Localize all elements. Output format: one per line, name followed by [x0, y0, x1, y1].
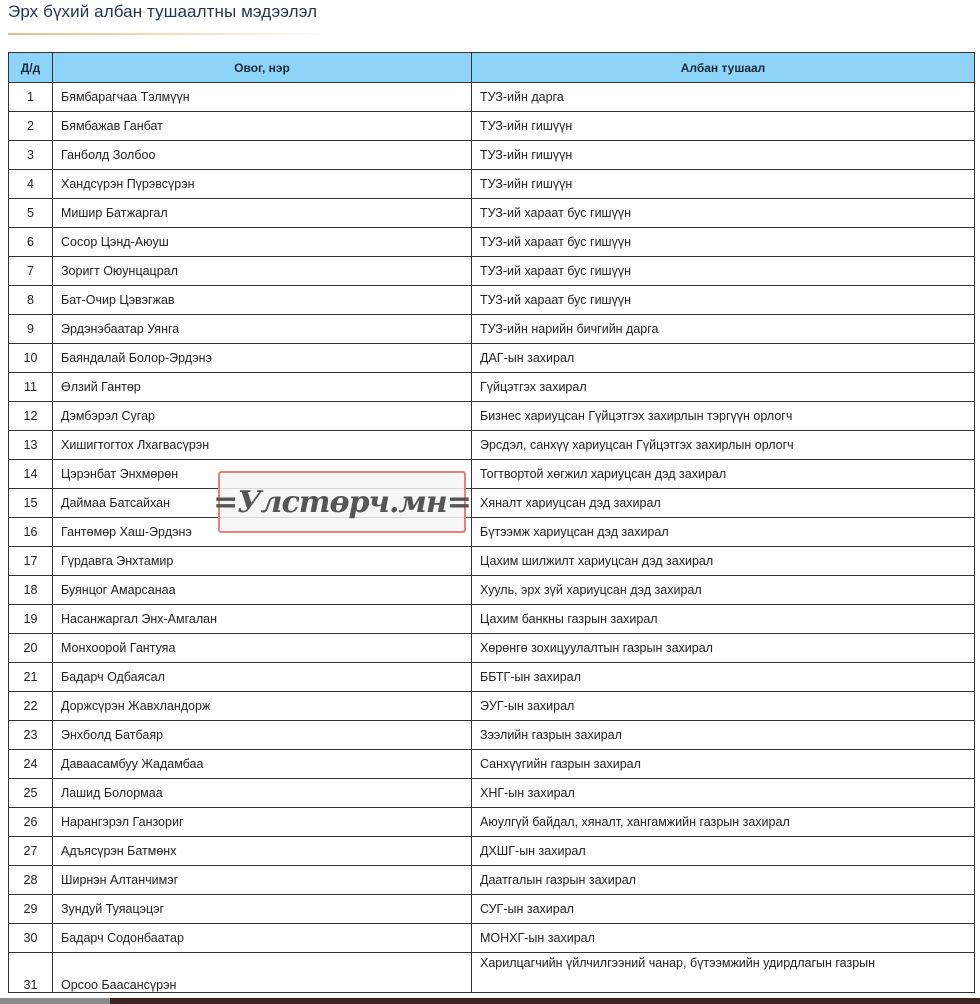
cell-name: Цэрэнбат Энхмөрөн: [53, 460, 472, 489]
cell-position: ДАГ-ын захирал: [472, 344, 975, 373]
cell-num: 10: [9, 344, 53, 373]
cell-name: Насанжаргал Энх-Амгалан: [53, 605, 472, 634]
table-row: [9, 431, 975, 460]
table-row: [9, 83, 975, 112]
cell-position: ТУЗ-ийн гишүүн: [472, 170, 975, 199]
cell-position: ХНГ-ын захирал: [472, 779, 975, 808]
cell-position: Бүтээмж хариуцсан дэд захирал: [472, 518, 975, 547]
watermark-logo: =Улстөрч.мн=: [218, 471, 466, 533]
cell-name: Зоригт Оюунцацрал: [53, 257, 472, 286]
cell-num: 23: [9, 721, 53, 750]
cell-num: 20: [9, 634, 53, 663]
cell-num: 28: [9, 866, 53, 895]
header-number: Д/д: [9, 53, 53, 83]
table-row: [9, 721, 975, 750]
cell-num: 30: [9, 924, 53, 953]
cell-num: 16: [9, 518, 53, 547]
cell-name: Адъясүрэн Батмөнх: [53, 837, 472, 866]
cell-position: Эрсдэл, санхүү хариуцсан Гүйцэтгэх захирлын орлогч: [472, 431, 975, 460]
table-row: [9, 663, 975, 692]
table-row: [9, 750, 975, 779]
cell-position: ДХШГ-ын захирал: [472, 837, 975, 866]
table-row: [9, 228, 975, 257]
cell-num: 15: [9, 489, 53, 518]
cell-name: Дэмбэрэл Сугар: [53, 402, 472, 431]
table-row: [9, 576, 975, 605]
cell-num: 18: [9, 576, 53, 605]
cell-name: Өлзий Гантөр: [53, 373, 472, 402]
cell-position: Бизнес хариуцсан Гүйцэтгэх захирлын тэргүүн орлогч: [472, 402, 975, 431]
table-row: [9, 605, 975, 634]
page-title: Эрх бүхий албан тушаалтны мэдээлэл: [8, 2, 318, 21]
cell-num: 8: [9, 286, 53, 315]
cell-num: 1: [9, 83, 53, 112]
table-row: [9, 373, 975, 402]
cell-name: Ганболд Золбоо: [53, 141, 472, 170]
cell-position: ТУЗ-ий хараат бус гишүүн: [472, 199, 975, 228]
cell-num: 13: [9, 431, 53, 460]
cell-name: Ширнэн Алтанчимэг: [53, 866, 472, 895]
cell-name: Бямбажав Ганбат: [53, 112, 472, 141]
cell-name: Бадарч Содонбаатар: [53, 924, 472, 953]
table-row: [9, 344, 975, 373]
cell-name: Хандсүрэн Пүрэвсүрэн: [53, 170, 472, 199]
cell-num: 12: [9, 402, 53, 431]
cell-num: 17: [9, 547, 53, 576]
cell-name: Эрдэнэбаатар Уянга: [53, 315, 472, 344]
cell-num: 9: [9, 315, 53, 344]
cell-position: ТУЗ-ий хараат бус гишүүн: [472, 228, 975, 257]
cell-position: Харилцагчийн үйлчилгээний чанар, бүтээмжийн удирдлагын газрын: [472, 953, 975, 993]
table-row: [9, 489, 975, 518]
cell-num: 5: [9, 199, 53, 228]
table-row: [9, 257, 975, 286]
cell-num: 11: [9, 373, 53, 402]
cell-num: 31: [9, 953, 53, 993]
cell-name: Бат-Очир Цэвэгжав: [53, 286, 472, 315]
table-row: [9, 547, 975, 576]
table-row: [9, 779, 975, 808]
cell-num: 27: [9, 837, 53, 866]
cell-name: Гүрдавга Энхтамир: [53, 547, 472, 576]
cell-num: 22: [9, 692, 53, 721]
cell-position: МОНХГ-ын захирал: [472, 924, 975, 953]
header-name: Овог, нэр: [53, 53, 472, 83]
cell-num: 4: [9, 170, 53, 199]
table-row: [9, 518, 975, 547]
cell-num: 29: [9, 895, 53, 924]
cell-num: 6: [9, 228, 53, 257]
cell-num: 25: [9, 779, 53, 808]
table-row: [9, 953, 975, 993]
cell-position: ТУЗ-ийн дарга: [472, 83, 975, 112]
cell-position: Гүйцэтгэх захирал: [472, 373, 975, 402]
table-row: [9, 634, 975, 663]
cell-name: Хишигтогтох Лхагвасүрэн: [53, 431, 472, 460]
cell-position: Цахим шилжилт хариуцсан дэд захирал: [472, 547, 975, 576]
table-row: [9, 315, 975, 344]
table-header-row: [9, 53, 975, 83]
table-row: [9, 170, 975, 199]
cell-num: 19: [9, 605, 53, 634]
title-underline: [8, 33, 330, 35]
cell-name: Бямбарагчаа Тэлмүүн: [53, 83, 472, 112]
cell-name: Доржсүрэн Жавхландорж: [53, 692, 472, 721]
table-row: [9, 460, 975, 489]
cell-position: СУГ-ын захирал: [472, 895, 975, 924]
bottom-bar: [0, 998, 980, 1004]
cell-position: Аюулгүй байдал, хяналт, хангамжийн газрын захирал: [472, 808, 975, 837]
cell-position: ББТГ-ын захирал: [472, 663, 975, 692]
cell-position: Хяналт хариуцсан дэд захирал: [472, 489, 975, 518]
table-row: [9, 924, 975, 953]
cell-position: Зээлийн газрын захирал: [472, 721, 975, 750]
cell-position: Тогтвортой хөгжил хариуцсан дэд захирал: [472, 460, 975, 489]
cell-position: ТУЗ-ий хараат бус гишүүн: [472, 257, 975, 286]
table-row: [9, 286, 975, 315]
cell-name: Мишир Батжаргал: [53, 199, 472, 228]
cell-name: Баяндалай Болор-Эрдэнэ: [53, 344, 472, 373]
table-row: [9, 199, 975, 228]
cell-position: ТУЗ-ийн гишүүн: [472, 141, 975, 170]
cell-num: 2: [9, 112, 53, 141]
cell-position: ЭУГ-ын захирал: [472, 692, 975, 721]
cell-position: Санхүүгийн газрын захирал: [472, 750, 975, 779]
cell-num: 21: [9, 663, 53, 692]
cell-name: Гантөмөр Хаш-Эрдэнэ: [53, 518, 472, 547]
table-row: [9, 895, 975, 924]
cell-num: 26: [9, 808, 53, 837]
cell-position: Цахим банкны газрын захирал: [472, 605, 975, 634]
cell-position: ТУЗ-ийн гишүүн: [472, 112, 975, 141]
cell-num: 24: [9, 750, 53, 779]
cell-num: 14: [9, 460, 53, 489]
table-row: [9, 837, 975, 866]
cell-name: Орсоо Баасансүрэн: [53, 953, 472, 993]
table-row: [9, 402, 975, 431]
table-row: [9, 112, 975, 141]
table-row: [9, 692, 975, 721]
header-position: Албан тушаал: [472, 53, 975, 83]
cell-name: Зундуй Туяацэцэг: [53, 895, 472, 924]
table-row: [9, 866, 975, 895]
cell-position: ТУЗ-ий хараат бус гишүүн: [472, 286, 975, 315]
table-row: [9, 808, 975, 837]
cell-name: Нарангэрэл Ганзориг: [53, 808, 472, 837]
cell-num: 3: [9, 141, 53, 170]
cell-position: Хууль, эрх зүй хариуцсан дэд захирал: [472, 576, 975, 605]
officials-table: [8, 52, 975, 993]
cell-name: Сосор Цэнд-Аюуш: [53, 228, 472, 257]
cell-position: Хөрөнгө зохицуулалтын газрын захирал: [472, 634, 975, 663]
cell-name: Даваасамбуу Жадамбаа: [53, 750, 472, 779]
cell-name: Монхоорой Гантуяа: [53, 634, 472, 663]
table-row: [9, 141, 975, 170]
cell-name: Бадарч Одбаясал: [53, 663, 472, 692]
cell-num: 7: [9, 257, 53, 286]
cell-position: ТУЗ-ийн нарийн бичгийн дарга: [472, 315, 975, 344]
cell-name: Даймаа Батсайхан: [53, 489, 472, 518]
cell-name: Буянцог Амарсанаа: [53, 576, 472, 605]
cell-name: Лашид Болормаа: [53, 779, 472, 808]
cell-position: Даатгалын газрын захирал: [472, 866, 975, 895]
cell-name: Энхболд Батбаяр: [53, 721, 472, 750]
